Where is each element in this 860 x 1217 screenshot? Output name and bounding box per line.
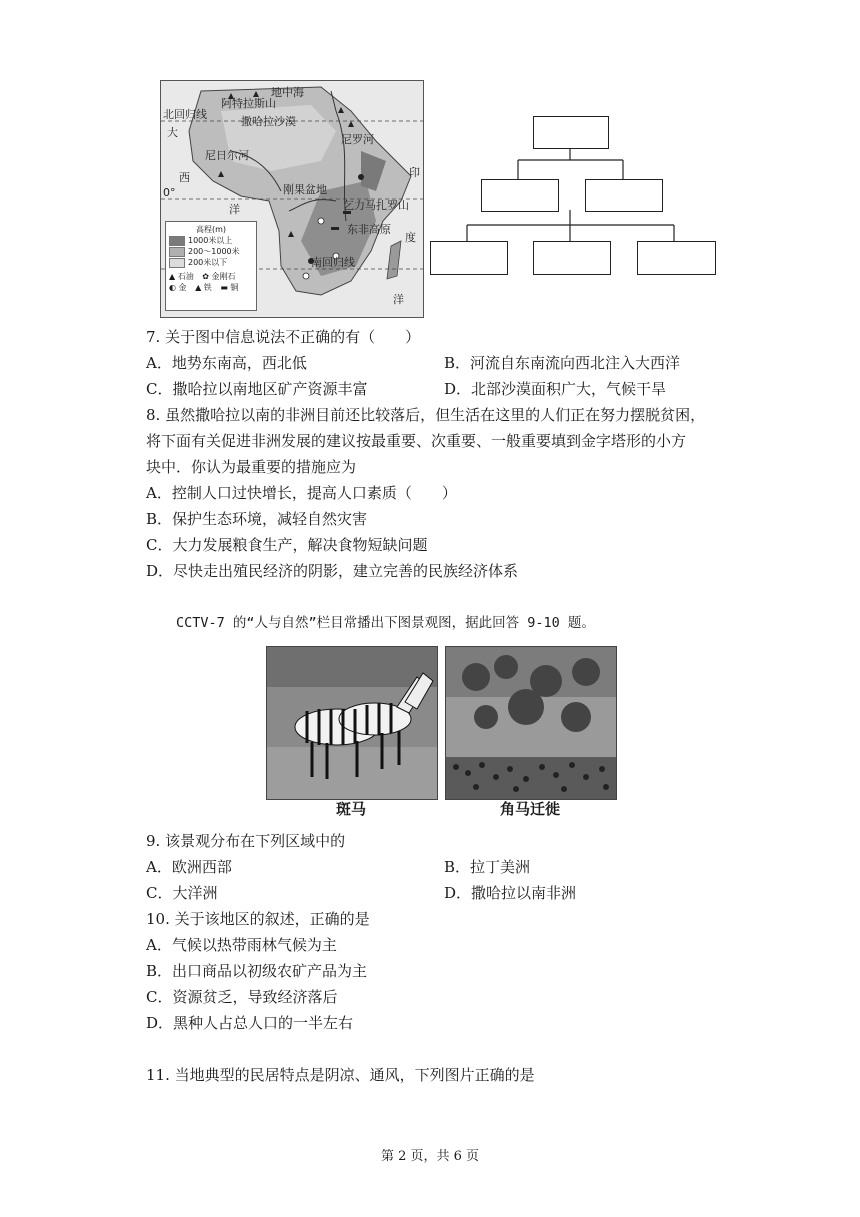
legend-oil: ▲ 石油 bbox=[169, 272, 194, 281]
swatch-high bbox=[169, 236, 185, 246]
question-9-stem: 9. 该景观分布在下列区域中的 bbox=[146, 832, 346, 850]
indian-label-3: 洋 bbox=[393, 293, 404, 306]
question-8-option-b[interactable]: B．保护生态环境，减轻自然灾害 bbox=[146, 510, 368, 528]
question-8-option-d[interactable]: D．尽快走出殖民经济的阴影，建立完善的民族经济体系 bbox=[146, 562, 519, 580]
legend-row-high bbox=[169, 235, 253, 246]
question-7-option-c[interactable]: C．撒哈拉以南地区矿产资源丰富 bbox=[146, 380, 368, 398]
tropic-capricorn-label: 南回归线 bbox=[311, 256, 355, 269]
atlantic-label-3: 洋 bbox=[229, 203, 240, 216]
atlantic-label-1: 大 bbox=[167, 126, 178, 139]
legend-item-high: 1000米以上 bbox=[188, 236, 233, 245]
question-10-option-a[interactable]: A．气候以热带雨林气候为主 bbox=[146, 936, 337, 954]
sahara-label: 撒哈拉沙漠 bbox=[241, 115, 296, 128]
pyramid-box-mid-left[interactable] bbox=[481, 179, 559, 212]
congo-basin-label: 刚果盆地 bbox=[283, 183, 327, 196]
med-sea-label: 地中海 bbox=[271, 86, 304, 99]
cctv-intro-text: CCTV-7 的“人与自然”栏目常播出下图景观图，据此回答 9-10 题。 bbox=[176, 615, 595, 631]
legend-row-low bbox=[169, 257, 253, 268]
question-8-option-a[interactable]: A．控制人口过快增长，提高人口素质（ ） bbox=[146, 484, 457, 502]
question-7-option-d[interactable]: D．北部沙漠面积广大，气候干旱 bbox=[444, 380, 667, 398]
wildebeest-caption: 角马迁徙 bbox=[499, 800, 560, 818]
nile-label: 尼罗河 bbox=[341, 133, 374, 146]
wildebeest-photo bbox=[445, 646, 617, 800]
question-7-option-b[interactable]: B．河流自东南流向西北注入大西洋 bbox=[444, 354, 681, 372]
page-footer: 第 2 页，共 6 页 bbox=[380, 1149, 480, 1164]
question-7-option-a[interactable]: A．地势东南高，西北低 bbox=[146, 354, 307, 372]
africa-map bbox=[160, 80, 424, 318]
legend-item-mid: 200～1000米 bbox=[188, 247, 240, 256]
mountains-label: 阿特拉斯山 bbox=[221, 97, 276, 110]
pyramid-box-mid-right[interactable] bbox=[585, 179, 663, 212]
zebra-caption: 斑马 bbox=[335, 800, 366, 818]
legend-item-low: 200米以下 bbox=[188, 258, 228, 267]
pyramid-box-top[interactable] bbox=[533, 116, 609, 149]
legend-row-mid bbox=[169, 246, 253, 257]
question-9-option-b[interactable]: B．拉丁美洲 bbox=[444, 858, 531, 876]
atlantic-label-2: 西 bbox=[179, 171, 190, 184]
pyramid-box-bottom-center[interactable] bbox=[533, 241, 611, 275]
indian-label-1: 印 bbox=[409, 166, 420, 179]
zebra-image bbox=[267, 647, 437, 799]
legend-gold: ◐ 金 bbox=[169, 283, 187, 292]
question-10-option-b[interactable]: B．出口商品以初级农矿产品为主 bbox=[146, 962, 368, 980]
question-8-option-c[interactable]: C．大力发展粮食生产，解决食物短缺问题 bbox=[146, 536, 428, 554]
question-10-stem: 10. 关于该地区的叙述，正确的是 bbox=[146, 910, 370, 928]
equator-label: 0° bbox=[163, 186, 176, 199]
question-8-stem-line-1: 8. 虽然撒哈拉以南的非洲目前还比较落后，但生活在这里的人们正在努力摆脱贫困， bbox=[146, 406, 706, 424]
legend-iron: ▲ 铁 bbox=[195, 283, 212, 292]
swatch-mid bbox=[169, 247, 185, 257]
plateau-label: 东非高原 bbox=[347, 223, 391, 236]
question-8-stem-line-3: 块中．你认为最重要的措施应为 bbox=[146, 458, 357, 476]
wildebeest-image bbox=[446, 647, 616, 799]
question-9-option-c[interactable]: C．大洋洲 bbox=[146, 884, 218, 902]
niger-label: 尼日尔河 bbox=[205, 149, 249, 162]
swatch-low bbox=[169, 258, 185, 268]
zebra-photo bbox=[266, 646, 438, 800]
pyramid-box-bottom-left[interactable] bbox=[430, 241, 508, 275]
question-9-option-a[interactable]: A．欧洲西部 bbox=[146, 858, 232, 876]
indian-label-2: 度 bbox=[405, 231, 416, 244]
question-11-stem: 11. 当地典型的民居特点是阴凉、通风，下列图片正确的是 bbox=[146, 1066, 535, 1084]
legend-diamond: ✿ 金刚石 bbox=[202, 272, 236, 281]
pyramid-box-bottom-right[interactable] bbox=[637, 241, 716, 275]
question-10-option-c[interactable]: C．资源贫乏，导致经济落后 bbox=[146, 988, 338, 1006]
legend-symbols-row-2 bbox=[169, 282, 253, 293]
kilimanjaro-label: 乞力马扎罗山 bbox=[343, 199, 409, 212]
question-10-option-d[interactable]: D．黑种人占总人口的一半左右 bbox=[146, 1014, 354, 1032]
question-7-stem: 7. 关于图中信息说法不正确的有（ ） bbox=[146, 328, 421, 346]
legend-copper: ▬ 铜 bbox=[220, 283, 239, 292]
tropic-cancer-label: 北回归线 bbox=[163, 108, 207, 121]
question-9-option-d[interactable]: D．撒哈拉以南非洲 bbox=[444, 884, 577, 902]
legend-symbols-row-1 bbox=[169, 271, 253, 282]
map-legend bbox=[165, 221, 257, 311]
legend-title: 高程(m) bbox=[195, 225, 227, 234]
question-8-stem-line-2: 将下面有关促进非洲发展的建议按最重要、次重要、一般重要填到金字塔形的小方 bbox=[146, 432, 687, 450]
